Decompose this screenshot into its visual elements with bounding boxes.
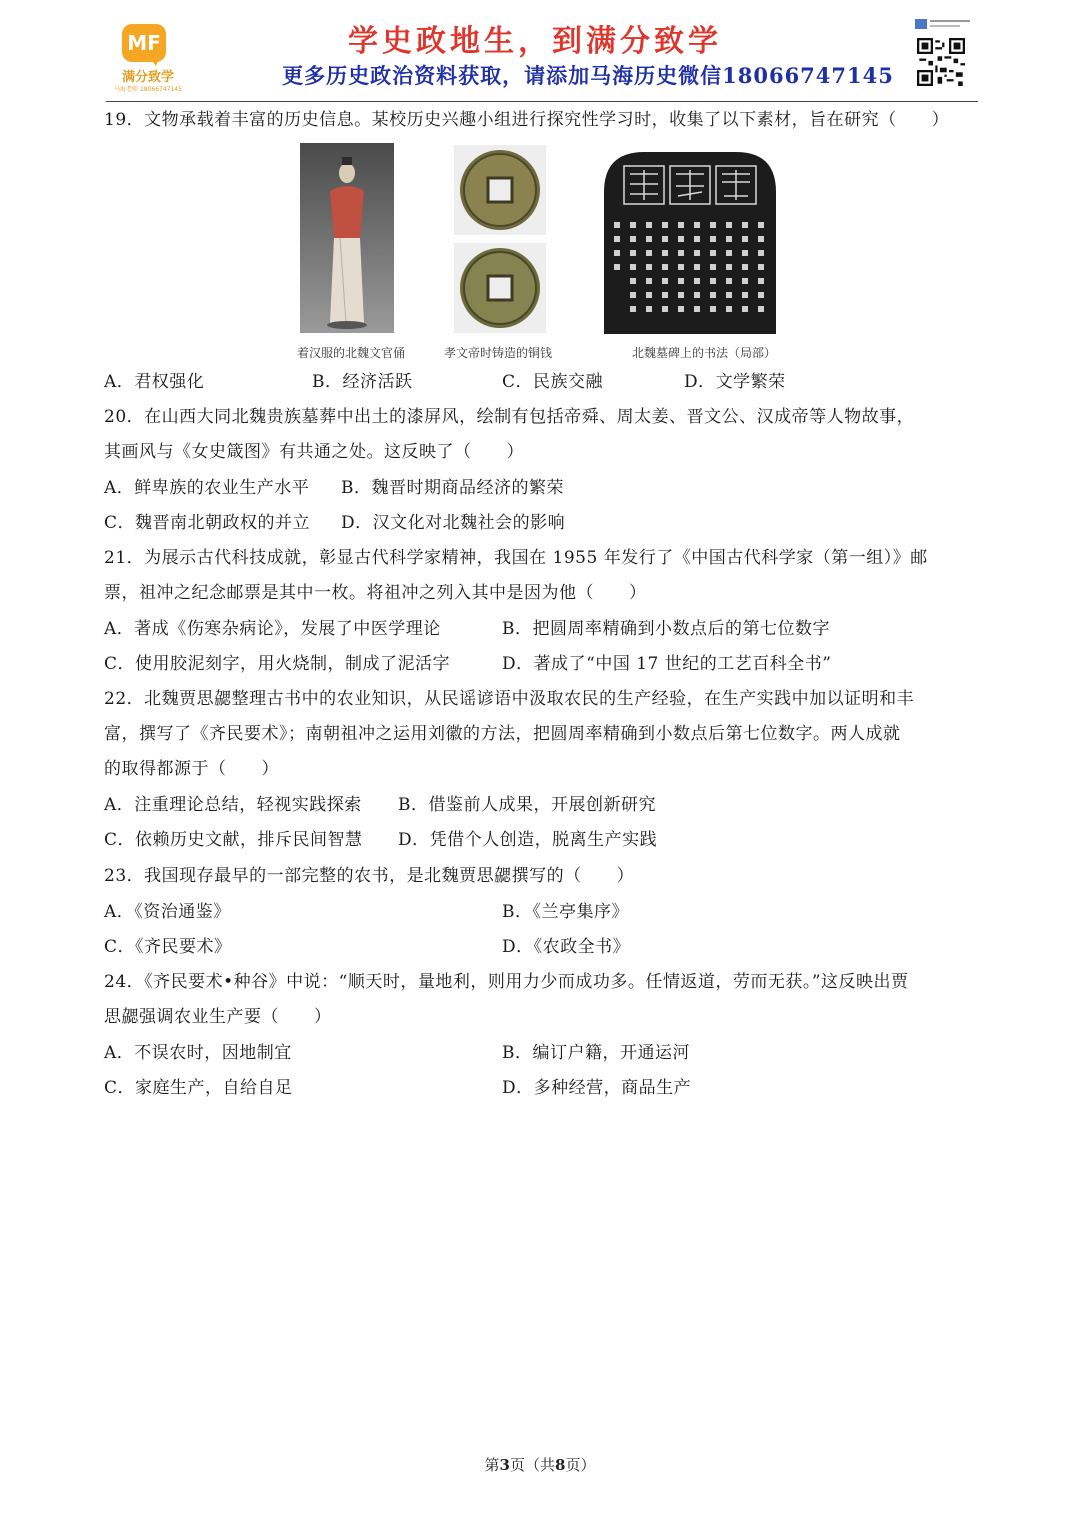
header-divider <box>106 101 978 102</box>
q22-option-c[interactable]: C．依赖历史文献，排斥民间智慧 <box>104 830 363 850</box>
question-20-stem-line-1: 20．在山西大同北魏贵族墓葬中出土的漆屏风，绘制有包括帝舜、周太姜、晋文公、汉成帝等人物故事， <box>104 407 915 427</box>
question-24-stem-line-2: 思勰强调农业生产要（ ） <box>104 1007 332 1027</box>
q19-option-c[interactable]: C．民族交融 <box>502 372 604 392</box>
q23-option-d[interactable]: D．《农政全书》 <box>502 937 631 957</box>
q22-option-d[interactable]: D．凭借个人创造，脱离生产实践 <box>398 830 658 850</box>
question-20-stem-line-2: 其画风与《女史箴图》有共通之处。这反映了（ ） <box>104 442 524 462</box>
q20-option-d[interactable]: D．汉文化对北魏社会的影响 <box>341 513 566 533</box>
brand-logo <box>112 18 184 94</box>
q22-option-b[interactable]: B．借鉴前人成果，开展创新研究 <box>398 795 656 815</box>
figurine-image <box>300 143 394 333</box>
q19-option-d[interactable]: D．文学繁荣 <box>684 372 786 392</box>
figure-caption-stele: 北魏墓碑上的书法（局部） <box>631 346 776 360</box>
logo-name: 满分致学 <box>121 70 174 85</box>
logo-mark: MF <box>122 24 166 62</box>
page-footer-suffix: 页） <box>565 1456 596 1474</box>
q20-option-a[interactable]: A．鲜卑族的农业生产水平 <box>104 478 310 498</box>
q20-option-b[interactable]: B．魏晋时期商品经济的繁荣 <box>341 478 564 498</box>
q22-option-a[interactable]: A．注重理论总结，轻视实践探索 <box>104 795 362 815</box>
question-22-stem-line-1: 22．北魏贾思勰整理古书中的农业知识，从民谣谚语中汲取农民的生产经验，在生产实践中加以证明和丰 <box>104 689 915 709</box>
q23-option-c[interactable]: C．《齐民要术》 <box>104 937 232 957</box>
page-footer-middle: 页（共 <box>509 1456 555 1474</box>
question-22-stem-line-2: 富，撰写了《齐民要术》；南朝祖冲之运用刘徽的方法，把圆周率精确到小数点后第七位数字。两人成就 <box>104 724 901 744</box>
header-title: 学史政地生，到满分致学 <box>348 24 722 59</box>
q24-option-b[interactable]: B．编订户籍，开通运河 <box>502 1043 690 1063</box>
qr-caption-icon <box>915 16 975 32</box>
total-pages: 8 <box>555 1456 566 1474</box>
q21-option-b[interactable]: B．把圆周率精确到小数点后的第七位数字 <box>502 619 830 639</box>
question-21-stem-line-1: 21．为展示古代科技成就，彰显古代科学家精神，我国在 1955 年发行了《中国古代科学家（第一组）》邮 <box>104 548 928 568</box>
q24-option-c[interactable]: C．家庭生产，自给自足 <box>104 1078 293 1098</box>
q21-option-d[interactable]: D．著成了“中国 17 世纪的工艺百科全书” <box>502 654 832 674</box>
question-21-stem-line-2: 票，祖冲之纪念邮票是其中一枚。将祖冲之列入其中是因为他（ ） <box>104 583 647 603</box>
current-page: 3 <box>499 1456 510 1474</box>
page-footer-prefix: 第 <box>484 1456 500 1474</box>
q21-option-a[interactable]: A．著成《伤寒杂病论》，发展了中医学理论 <box>104 619 441 639</box>
qr-code-block <box>915 16 975 100</box>
figure-caption-coins: 孝文帝时铸造的铜钱 <box>443 346 552 360</box>
q19-option-b[interactable]: B．经济活跃 <box>312 372 413 392</box>
question-24-stem-line-1: 24．《齐民要术•种谷》中说：“顺天时，量地利，则用力少而成功多。任情返道，劳而无获。”这反映出贾 <box>104 972 909 992</box>
figure-caption-figurine: 着汉服的北魏文官俑 <box>296 346 405 360</box>
q24-option-d[interactable]: D．多种经营，商品生产 <box>502 1078 692 1098</box>
header-subtitle: 更多历史政治资料获取，请添加马海历史微信18066747145 <box>282 63 894 88</box>
q21-option-c[interactable]: C．使用胶泥刻字，用火烧制，制成了泥活字 <box>104 654 451 674</box>
q20-option-c[interactable]: C．魏晋南北朝政权的并立 <box>104 513 311 533</box>
stele-rubbing-image <box>604 152 776 334</box>
question-23-stem: 23．我国现存最早的一部完整的农书，是北魏贾思勰撰写的（ ） <box>104 866 635 886</box>
q23-option-a[interactable]: A．《资治通鉴》 <box>104 902 231 922</box>
page-number <box>0 1454 1080 1475</box>
q23-option-b[interactable]: B．《兰亭集序》 <box>502 902 629 922</box>
logo-contact: 马海老师 18066747145 <box>114 86 182 93</box>
qr-code-icon <box>917 38 965 86</box>
question-22-stem-line-3: 的取得都源于（ ） <box>104 759 279 779</box>
question-19-stem: 19．文物承载着丰富的历史信息。某校历史兴趣小组进行探究性学习时，收集了以下素材，旨在研究（ ） <box>104 110 950 130</box>
coins-image <box>454 145 546 333</box>
q24-option-a[interactable]: A．不误农时，因地制宜 <box>104 1043 292 1063</box>
q19-option-a[interactable]: A．君权强化 <box>104 372 205 392</box>
